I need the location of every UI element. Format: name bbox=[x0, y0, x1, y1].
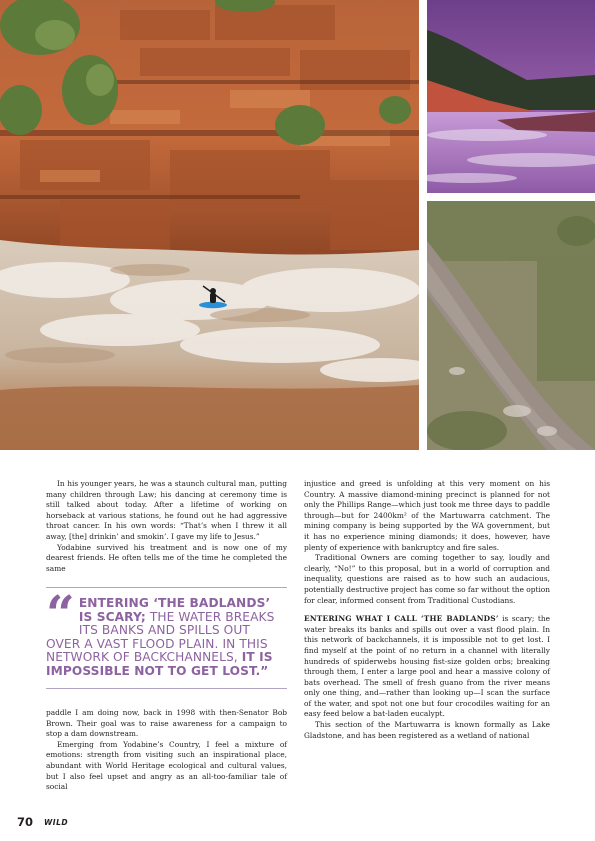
main-photo bbox=[0, 0, 419, 450]
left-paragraph-2: Yodabine survived his treatment and is now one of my dearest friends. He often tells me of the time he completed the same bbox=[46, 542, 287, 573]
left-paragraph-1: In his younger years, he was a staunch cultural man, putting many children through Law; his dancing at ceremony time is still talked about today. After a lifetime of working on horseback at various stations, he found out he had aggressive throat cancer. In his own words: “That’s when I threw it all away, [the] drinkin’ and smokin’. I gave my life to Jesus.” bbox=[46, 479, 287, 541]
kayaker-gorge-image bbox=[0, 0, 419, 450]
section-text: is scary; the water breaks its banks and spills out over a vast flood plain. In this network of backchannels, it is impossible not to get lost. I find myself at the point of no return in a channel with literally hundreds of spiderwebs housing fist-size golden orbs; breaking through them, I enter a large pool and hear a massive colony of bats overhead. The smell of fresh guano from the river means only one thing, and—rather than looking up—I scan the surface of the water, and spot not one but four crocodiles waiting for an easy feed below a bat-laden eucalypt. bbox=[304, 614, 550, 719]
magazine-name: WILD bbox=[44, 818, 69, 827]
right-paragraph-final: This section of the Martuwarra is known formally as Lake Gladstone, and has been registered as a wetland of national bbox=[304, 720, 550, 740]
pull-quote bbox=[46, 584, 287, 689]
left-column bbox=[46, 479, 287, 574]
pull-quote-middle: THE WATER BREAKS ITS BANKS AND SPILLS OUT OVER A VAST FLOOD PLAIN. IN THIS NETWORK OF BACKCHANNELS, bbox=[46, 609, 275, 665]
left-column-continued bbox=[46, 708, 287, 793]
pull-quote-end: IT IS IMPOSSIBLE NOT TO GET LOST.” bbox=[46, 650, 273, 678]
section-lead-in: ENTERING WHAT I CALL ‘THE BADLANDS’ bbox=[304, 614, 499, 624]
top-right-photo bbox=[427, 0, 595, 193]
aerial-channel-image bbox=[427, 201, 595, 450]
right-paragraph-1: injustice and greed is unfolding at this very moment on his Country. A massive diamond-mining precinct is planned for not only the Phillips Range—which just took me three days to paddle through—but for 2400km² of the Martuwarra catchment. The mining company is being supported by the WA government, but it has no experience mining diamonds; it does, however, have plenty of experience with bankruptcy and fire sales. bbox=[304, 479, 550, 552]
bottom-right-photo bbox=[427, 201, 595, 450]
pull-quote-lead: ENTERING ‘THE BADLANDS’ IS SCARY; bbox=[78, 596, 271, 624]
right-column bbox=[304, 479, 550, 741]
purple-river-image bbox=[427, 0, 595, 193]
quote-mark: “ bbox=[46, 584, 75, 643]
right-section-paragraph bbox=[304, 614, 550, 720]
left-paragraph-4: Emerging from Yodabine’s Country, I feel a mixture of emotions: strength from visiting such an inspirational place, abundant with World Heritage ecological and cultural values, but I also feel upset and angry as an all-too-familiar tale of social bbox=[46, 739, 287, 792]
page-number: 70 bbox=[17, 815, 34, 829]
left-paragraph-3: paddle I am doing now, back in 1998 with then-Senator Bob Brown. Their goal was to raise awareness for a campaign to stop a dam downstream. bbox=[46, 708, 287, 739]
right-paragraph-2: Traditional Owners are coming together to say, loudly and clearly, “No!” to this proposal, but in a world of corruption and inequality, questions are raised as to how such an audacious, potentially destructive project has come so far without the option for clear, informed consent from Traditional Custodians. bbox=[304, 553, 551, 605]
